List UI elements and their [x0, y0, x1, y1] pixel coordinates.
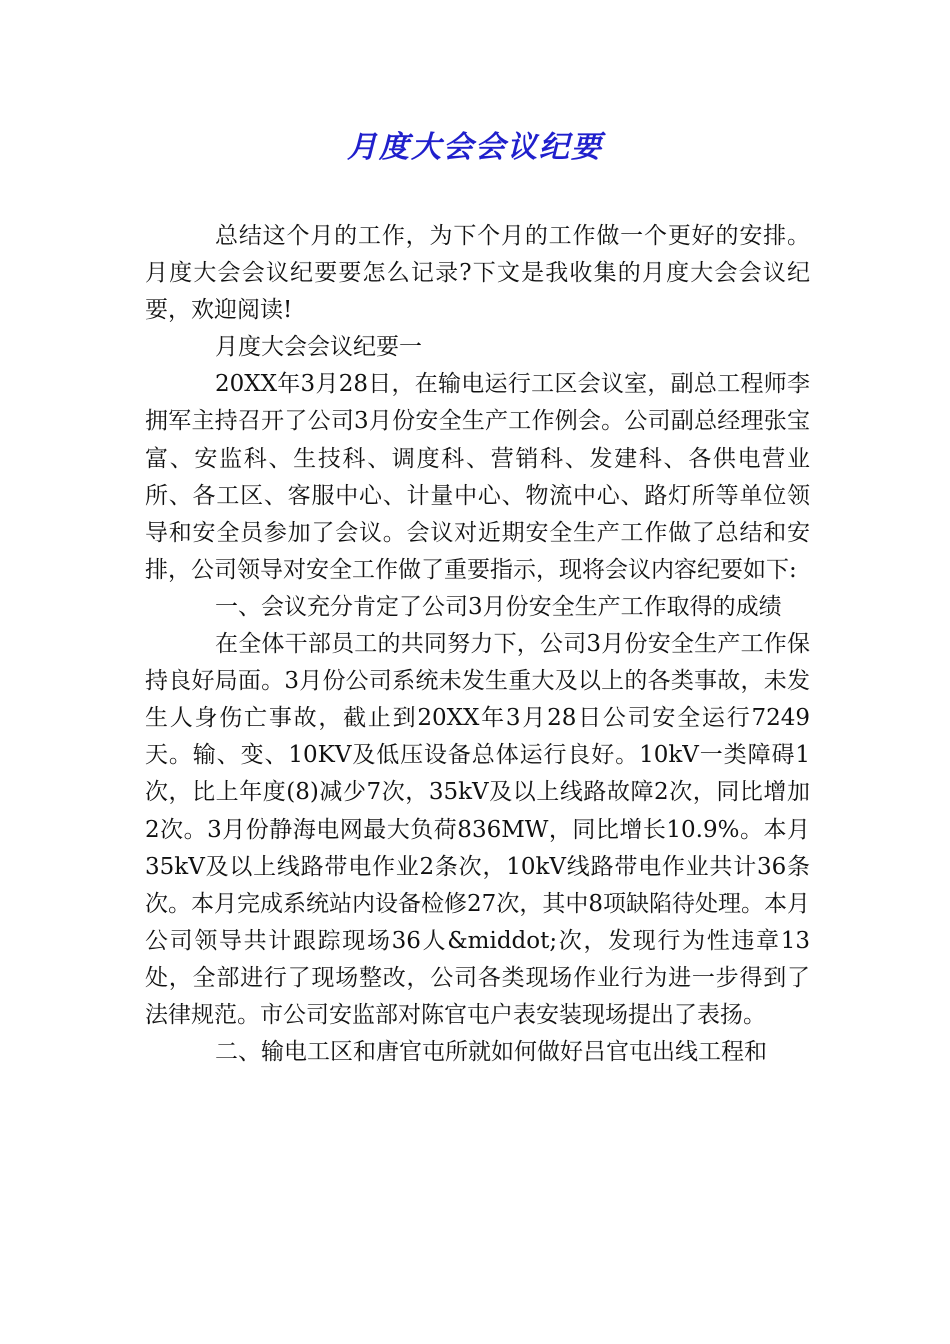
document-title: 月度大会会议纪要: [347, 130, 603, 165]
paragraph-meeting-overview: 20XX年3月28日，在输电运行工区会议室，副总工程师李拥军主持召开了公司3月份安全生产工作例会。公司副总经理张宝富、安监科、生技科、调度科、营销科、发建科、各供电营业所、各工区、客服中心、计量中心、物流中心、路灯所等单位领导和安全员参加了会议。会议对近期安全生产工作做了总结和安排，公司领导对安全工作做了重要指示，现将会议内容纪要如下:: [145, 371, 810, 583]
document-body: [145, 218, 810, 1071]
paragraph-intro: 总结这个月的工作，为下个月的工作做一个更好的安排。月度大会会议纪要要怎么记录?下文是我收集的月度大会会议纪要，欢迎阅读!: [145, 223, 810, 324]
paragraph-item-one-body: 在全体干部员工的共同努力下，公司3月份安全生产工作保持良好局面。3月份公司系统未发生重大及以上的各类事故，未发生人身伤亡事故，截止到20XX年3月28日公司安全运行7249天。输、变、10KV及低压设备总体运行良好。10kV一类障碍1次，比上年度(8)减少7次，35kV及以上线路故障2次，同比增加2次。3月份静海电网最大负荷836MW，同比增长10.9%。本月35kV及以上线路带电作业2条次，10kV线路带电作业共计36条次。本月完成系统站内设备检修27次，其中8项缺陷待处理。本月公司领导共计跟踪现场36人&middot;次，发现行为性违章13处，全部进行了现场整改，公司各类现场作业行为进一步得到了法律规范。市公司安监部对陈官屯户表安装现场提出了表扬。: [145, 631, 810, 1028]
paragraph-item-one-heading: 一、会议充分肯定了公司3月份安全生产工作取得的成绩: [215, 593, 782, 620]
paragraph-section-heading: 月度大会会议纪要一: [215, 334, 422, 361]
paragraph-item-two-heading: 二、输电工区和唐官屯所就如何做好吕官屯出线工程和: [215, 1039, 767, 1066]
